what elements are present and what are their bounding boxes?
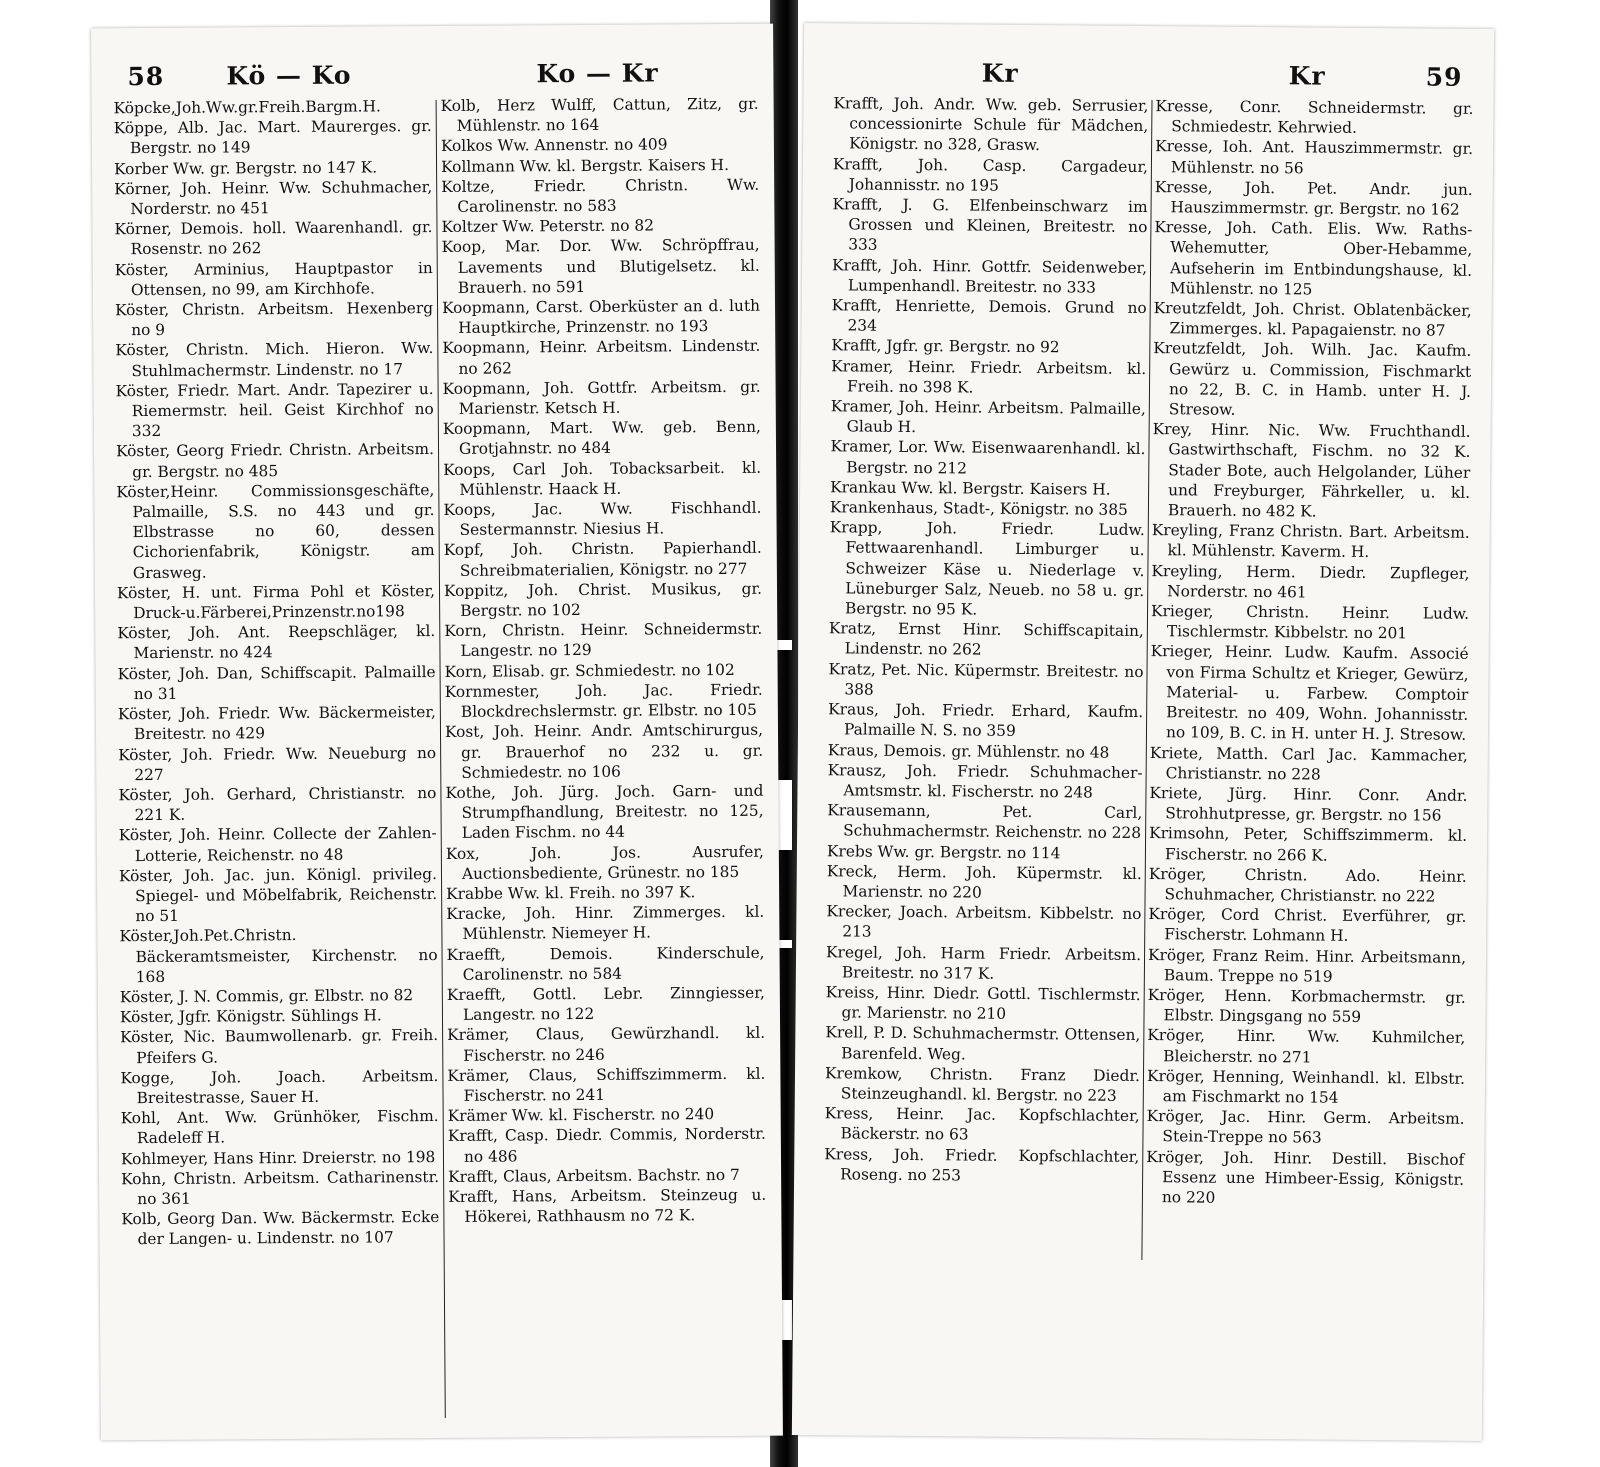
directory-entry: Krey, Hinr. Nic. Ww. Fruchthandl. Gastwirthschaft, Fischm. no 32 K. Stader Bote, auch Helgolander, Lüher und Freyburger, Fährkeller, u. kl. Brauerh. no 482 K. [1152,420,1471,521]
directory-entry: Körner, Demois. holl. Waarenhandl. gr. Rosenstr. no 262 [114,218,433,259]
directory-entry: Kress, Joh. Friedr. Kopfschlachter, Roseng. no 253 [824,1144,1140,1185]
directory-entry: Krell, P. D. Schuhmachermstr. Ottensen, Barenfeld. Weg. [825,1023,1141,1064]
directory-entry: Köster, J. N. Commis, gr. Elbstr. no 82 [119,986,414,1007]
directory-entry: Kreyling, Franz Christn. Bart. Arbeitsm. kl. Mühlenstr. Kaverm. H. [1151,521,1470,562]
directory-entry: Kriete, Matth. Carl Jac. Kammacher, Christianstr. no 228 [1149,743,1468,784]
directory-entry: Kröger, Henning, Weinhandl. kl. Elbstr. am Fischmarkt no 154 [1146,1066,1466,1107]
directory-entry: Kramer, Joh. Heinr. Arbeitsm. Palmaille, Glaub H. [830,397,1146,437]
directory-entry: Korn, Christn. Heinr. Schneidermstr. Langestr. no 129 [444,620,763,661]
directory-entry: Krafft, Hans, Arbeitsm. Steinzeug u. Hökerei, Rathhausm no 72 K. [448,1185,767,1226]
directory-entry: Kopf, Joh. Christn. Papierhandl. Schreibmaterialien, Königstr. no 277 [443,539,762,580]
directory-entry: Krebs Ww. gr. Bergstr. no 114 [826,841,1061,862]
right-page-column-1 [824,93,1149,1187]
directory-entry: Koltze, Friedr. Christn. Ww. Carolinenstr. no 583 [441,175,760,216]
directory-entry: Kost, Joh. Heinr. Andr. Amtschirurgus, gr. Brauerhof no 232 u. gr. Schmiedestr. no 106 [444,721,764,782]
directory-entry: Krieger, Christn. Heinr. Ludw. Tischlermstr. Kibbelstr. no 201 [1150,602,1470,643]
directory-entry: Koltzer Ww. Peterstr. no 82 [441,216,655,237]
directory-entry: Köppe, Alb. Jac. Mart. Maurerges. gr. Bergstr. no 149 [113,117,432,158]
directory-entry: Krankau Ww. kl. Bergstr. Kaisers H. [830,478,1111,499]
directory-entry: Krimsohn, Peter, Schiffszimmerm. kl. Fischerstr. no 266 K. [1149,824,1468,865]
directory-entry: Krausemann, Pet. Carl, Schuhmachermstr. Reichenstr. no 228 [827,801,1143,843]
directory-entry: Kress, Heinr. Jac. Kopfschlachter, Bäckerstr. no 63 [824,1104,1140,1144]
directory-entry: Kolb, Herz Wulff, Cattun, Zitz, gr. Mühlenstr. no 164 [440,94,759,136]
left-heading-left: Kö — Ko [226,60,352,91]
directory-entry: Kreiss, Hinr. Diedr. Gottl. Tischlermstr. gr. Marienstr. no 210 [825,983,1141,1023]
directory-entry: Koopmann, Heinr. Arbeitsm. Lindenstr. no 262 [442,337,761,378]
directory-entry: Kröger, Henn. Korbmachermstr. gr. Elbstr. Dingsgang no 559 [1147,985,1466,1027]
directory-entry: Krafft, Jgfr. gr. Bergstr. no 92 [831,336,1060,357]
left-page-column-2 [441,94,767,1228]
left-page [91,24,783,1441]
directory-entry: Kresse, Ioh. Ant. Hauszimmermstr. gr. Mühlenstr. no 56 [1155,137,1474,177]
directory-entry: Kreyling, Herm. Diedr. Zupfleger, Norderstr. no 461 [1151,561,1470,602]
directory-entry: Köster, Joh. Friedr. Ww. Bäckermeister, Breitestr. no 429 [117,703,436,744]
directory-entry: Kröger, Jac. Hinr. Germ. Arbeitsm. Stein-Treppe no 563 [1146,1107,1465,1147]
directory-entry: Koopmann, Carst. Oberküster an d. luth Hauptkirche, Prinzenstr. no 193 [441,296,761,338]
directory-entry: Köster, Christn. Arbeitsm. Hexenberg no 9 [114,299,434,340]
directory-entry: Köster, Jgfr. Königstr. Sühlings H. [119,1006,382,1027]
directory-entry: Köster, Joh. Friedr. Ww. Neueburg no 227 [118,743,437,784]
directory-entry: Kresse, Joh. Cath. Elis. Ww. Raths-Wehemutter, Ober-Hebamme, Aufseherin im Entbindungshause, kl. Mühlenstr. no 125 [1154,218,1473,299]
directory-entry: Kox, Joh. Jos. Ausrufer, Auctionsbediente, Grünestr. no 185 [445,842,764,883]
directory-entry: Kratz, Ernst Hinr. Schiffscapitain, Lindenstr. no 262 [828,619,1144,660]
directory-entry: Köster, Georg Friedr. Christn. Arbeitsm. gr. Bergstr. no 485 [115,440,435,481]
directory-entry: Krafft, J. G. Elfenbeinschwarz im Grossen und Kleinen, Breitestr. no 333 [832,195,1148,255]
directory-entry: Kornmester, Joh. Jac. Friedr. Blockdrechslermstr. gr. Elbstr. no 105 [444,680,763,721]
directory-entry: Kolb, Georg Dan. Ww. Bäckermstr. Ecke der Langen- u. Lindenstr. no 107 [121,1208,440,1249]
directory-entry: Köster, Joh. Ant. Reepschläger, kl. Marienstr. no 424 [117,622,436,663]
directory-entry: Kraus, Demois. gr. Mühlenstr. no 48 [827,740,1110,762]
directory-entry: Koppitz, Joh. Christ. Musikus, gr. Bergstr. no 102 [443,579,763,620]
directory-entry: Köster,Heinr. Commissionsgeschäfte, Palmaille, S.S. no 443 und gr. Elbstrasse no 60, dessen Cichorienfabrik, Königstr. am Grasweg. [116,480,435,582]
directory-entry: Kollmann Ww. kl. Bergstr. Kaisers H. [440,155,729,176]
directory-entry: Köster, H. unt. Firma Pohl et Köster, Druck-u.Färberei,Prinzenstr.no198 [116,581,436,623]
directory-entry: Kröger, Joh. Hinr. Destill. Bischof Essenz une Himbeer-Essig, Königstr. no 220 [1146,1147,1465,1207]
directory-entry: Kogge, Joh. Joach. Arbeitsm. Breitestrasse, Sauer H. [120,1066,439,1108]
right-heading-right: Kr [1288,61,1326,91]
directory-entry: Kramer, Heinr. Friedr. Arbeitsm. kl. Freih. no 398 K. [831,356,1147,397]
directory-entry: Koopmann, Joh. Gottfr. Arbeitsm. gr. Marienstr. Ketsch H. [442,377,761,418]
directory-entry: Köster, Joh. Jac. jun. Königl. privileg. Spiegel- und Möbelfabrik, Reichenstr. no 51 [118,864,438,926]
directory-entry: Krankenhaus, Stadt-, Königstr. no 385 [829,498,1128,519]
directory-entry: Krafft, Claus, Arbeitsm. Bachstr. no 7 [448,1165,740,1186]
directory-entry: Köster, Arminius, Hauptpastor in Ottensen, no 99, am Kirchhofe. [114,258,433,299]
directory-entry: Kröger, Christn. Ado. Heinr. Schuhmacher, Christianstr. no 222 [1148,864,1467,906]
directory-entry: Köpcke,Joh.Ww.gr.Freih.Bargm.H. [113,97,381,118]
directory-entry: Krafft, Joh. Andr. Ww. geb. Serrusier, concessionirte Schule für Mädchen, Königstr. no 328, Grasw. [833,94,1149,155]
directory-entry: Köster,Joh.Pet.Christn. Bäckeramtsmeister, Kirchenstr. no 168 [119,926,438,986]
directory-entry: Kramer, Lor. Ww. Eisenwaarenhandl. kl. Bergstr. no 212 [830,437,1146,478]
directory-entry: Kriete, Jürg. Hinr. Conr. Andr. Strohhutpresse, gr. Bergstr. no 156 [1149,783,1468,825]
directory-entry: Körner, Joh. Heinr. Ww. Schuhmacher, Norderstr. no 451 [114,177,433,219]
directory-entry: Kregel, Joh. Harm Friedr. Arbeitsm. Breitestr. no 317 K. [825,942,1142,983]
directory-entry: Kraefft, Demois. Kinderschule, Carolinenstr. no 584 [446,943,765,984]
directory-entry: Koops, Jac. Ww. Fischhandl. Sestermannstr. Niesius H. [443,498,762,540]
directory-entry: Krämer Ww. kl. Fischerstr. no 240 [447,1105,715,1126]
left-page-column-1 [114,96,440,1250]
directory-entry: Krafft, Joh. Hinr. Gottfr. Seidenweber, Lumpenhandl. Breitestr. no 333 [831,255,1148,297]
directory-entry: Köster, Joh. Dan, Schiffscapit. Palmaille no 31 [117,662,436,704]
directory-entry: Korber Ww. gr. Bergstr. no 147 K. [113,158,378,178]
directory-entry: Kresse, Conr. Schneidermstr. gr. Schmiedestr. Kehrwied. [1155,97,1474,138]
left-page-number: 58 [127,61,165,92]
right-page-number: 59 [1425,62,1463,92]
directory-entry: Kresse, Joh. Pet. Andr. jun. Hauszimmermstr. gr. Bergstr. no 162 [1154,177,1473,219]
right-heading-left: Kr [981,58,1019,88]
directory-entry: Kremkow, Christn. Franz Diedr. Steinzeughandl. kl. Bergstr. no 223 [824,1063,1141,1105]
directory-entry: Köster, Nic. Baumwollenarb. gr. Freih. Pfeifers G. [120,1026,439,1067]
directory-entry: Krabbe Ww. kl. Freih. no 397 K. [446,883,696,903]
directory-entry: Kraefft, Gottl. Lebr. Zinngiesser, Langestr. no 122 [446,983,765,1024]
directory-entry: Kothe, Joh. Jürg. Joch. Garn- und Strumpfhandlung, Breitestr. no 125, Laden Fischm. no 44 [445,781,764,843]
directory-entry: Krämer, Claus, Schiffszimmerm. kl. Fischerstr. no 241 [447,1064,766,1105]
directory-entry: Kracke, Joh. Hinr. Zimmerges. kl. Mühlenstr. Niemeyer H. [446,902,765,944]
right-page [792,23,1494,1441]
directory-entry: Kohl, Ant. Ww. Grünhöker, Fischm. Radeleff H. [120,1107,439,1148]
directory-entry: Kröger, Franz Reim. Hinr. Arbeitsmann, Baum. Treppe no 519 [1147,945,1467,986]
directory-entry: Krafft, Henriette, Demois. Grund no 234 [831,296,1147,335]
directory-entry: Krafft, Casp. Diedr. Commis, Norderstr. no 486 [447,1125,766,1166]
directory-entry: Koop, Mar. Dor. Ww. Schröpffrau, Lavements und Blutigelsetz. kl. Brauerh. no 591 [441,236,760,297]
directory-entry: Krieger, Heinr. Ludw. Kaufm. Associé von Firma Schultz et Krieger, Gewürz, Material- u. Farbew. Comptoir Breitestr. no 409, Wohn. Johannisstr. no 109, B. C. in H. unter H. J. Stresow. [1150,642,1469,745]
directory-entry: Kohlmeyer, Hans Hinr. Dreierstr. no 198 [120,1147,436,1168]
directory-entry: Kröger, Cord Christ. Everführer, gr. Fischerstr. Lohmann H. [1148,905,1467,946]
directory-entry: Koopmann, Mart. Ww. geb. Benn, Grotjahnstr. no 484 [442,417,761,459]
directory-entry: Kreck, Herm. Joh. Küpermstr. kl. Marienstr. no 220 [826,861,1142,902]
directory-entry: Krämer, Claus, Gewürzhandl. kl. Fischerstr. no 246 [447,1024,766,1065]
directory-entry: Kolkos Ww. Annenstr. no 409 [440,135,668,156]
directory-entry: Kreutzfeldt, Joh. Wilh. Jac. Kaufm. Gewürz u. Commission, Fischmarkt no 22, B. C. in Hamb. unter H. J. Stresow. [1153,339,1472,419]
directory-entry: Kraus, Joh. Friedr. Erhard, Kaufm. Palmaille N. S. no 359 [828,700,1144,741]
directory-entry: Kratz, Pet. Nic. Küpermstr. Breitestr. no 388 [828,659,1144,699]
directory-entry: Kreutzfeldt, Joh. Christ. Oblatenbäcker, Zimmerges. kl. Papagaienstr. no 87 [1153,299,1472,340]
directory-entry: Kohn, Christn. Arbeitsm. Catharinenstr. no 361 [121,1167,440,1209]
directory-entry: Koops, Carl Joh. Tobacksarbeit. kl. Mühlenstr. Haack H. [443,458,762,499]
directory-entry: Korn, Elisab. gr. Schmiedestr. no 102 [444,660,735,681]
right-page-column-2 [1146,96,1474,1210]
directory-entry: Köster, Joh. Heinr. Collecte der Zahlen-Lotterie, Reichenstr. no 48 [118,824,437,865]
directory-entry: Krapp, Joh. Friedr. Ludw. Fettwaarenhandl. Limburger u. Schweizer Käse u. Niederlage v. Lüneburger Salz, Neueb. no 58 u. gr. Bergstr. no 95 K. [829,518,1145,619]
directory-entry: Köster, Joh. Gerhard, Christianstr. no 221 K. [118,783,437,825]
directory-entry: Krecker, Joach. Arbeitsm. Kibbelstr. no 213 [826,902,1142,941]
directory-entry: Köster, Friedr. Mart. Andr. Tapezirer u. Riemermstr. heil. Geist Kirchhof no 332 [115,379,434,441]
directory-entry: Krausz, Joh. Friedr. Schuhmacher-Amtsmstr. kl. Fischerstr. no 248 [827,760,1143,802]
directory-entry: Köster, Christn. Mich. Hieron. Ww. Stuhlmachermstr. Lindenstr. no 17 [115,339,434,380]
directory-entry: Krafft, Joh. Casp. Cargadeur, Johannisstr. no 195 [832,154,1149,195]
directory-entry: Kröger, Hinr. Ww. Kuhmilcher, Bleicherstr. no 271 [1147,1026,1466,1067]
left-heading-right: Ko — Kr [536,58,659,89]
